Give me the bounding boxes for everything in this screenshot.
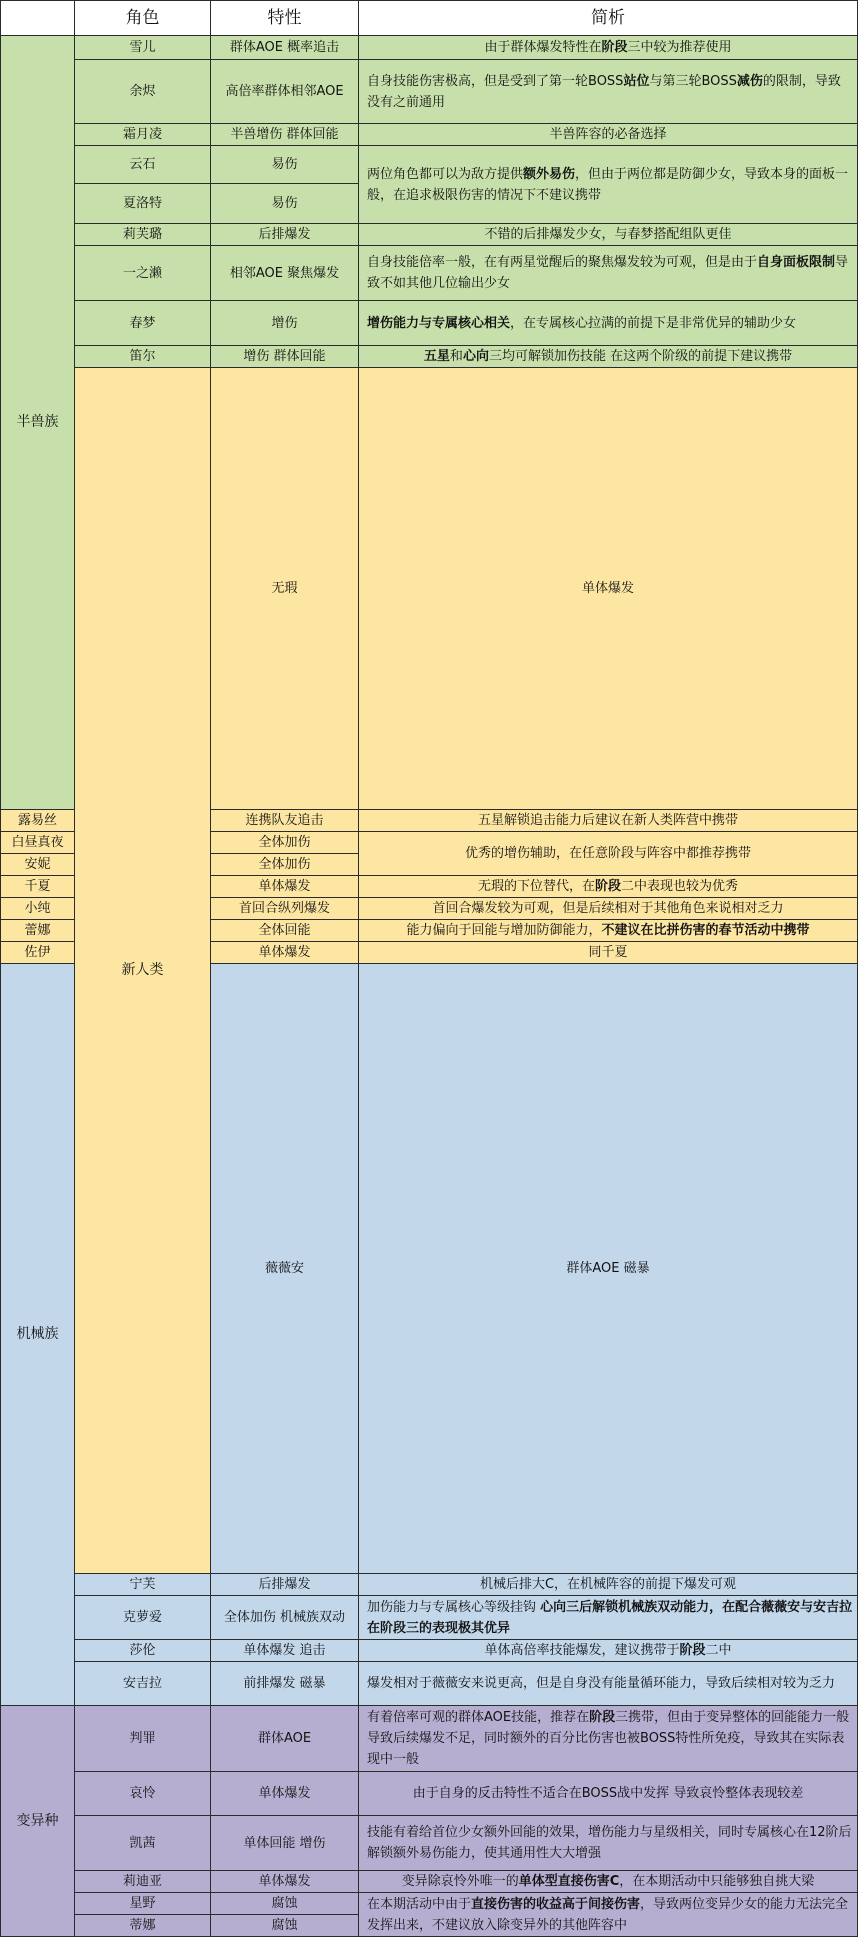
table-row — [1, 224, 858, 246]
role-name: 克萝爱 — [75, 1596, 211, 1640]
role-summary: 增伤能力与专属核心相关，在专属核心拉满的前提下是非常优异的辅助少女 — [359, 301, 858, 346]
table-row — [1, 1772, 858, 1816]
role-trait: 全体回能 — [211, 920, 359, 942]
role-trait: 全体加伤 机械族双动 — [211, 1596, 359, 1640]
role-name: 佐伊 — [1, 942, 75, 964]
role-trait: 易伤 — [211, 146, 359, 184]
role-name: 莉芙璐 — [75, 224, 211, 246]
role-name: 露易丝 — [1, 810, 75, 832]
role-trait: 前排爆发 磁暴 — [211, 1662, 359, 1706]
group-mutant: 变异种 — [1, 1706, 75, 1937]
table-row — [1, 1871, 858, 1893]
role-trait: 单体爆发 — [211, 1772, 359, 1816]
role-summary: 加伤能力与专属核心等级挂钩 心向三后解锁机械族双动能力，在配合薇薇安与安吉拉在阶段三的表现极其优异 — [359, 1596, 858, 1640]
role-trait: 单体爆发 — [211, 1871, 359, 1893]
role-summary: 在本期活动中由于直接伤害的收益高于间接伤害，导致两位变异少女的能力无法完全发挥出来，不建议放入除变异外的其他阵容中 — [359, 1893, 858, 1937]
role-trait: 群体AOE — [211, 1706, 359, 1772]
group-human: 新人类 — [75, 368, 211, 1574]
role-summary: 同千夏 — [359, 942, 858, 964]
role-summary: 半兽阵容的必备选择 — [359, 124, 858, 146]
role-summary: 自身技能伤害极高，但是受到了第一轮BOSS站位与第三轮BOSS减伤的限制，导致没有之前通用 — [359, 60, 858, 124]
role-summary: 无瑕的下位替代，在阶段二中表现也较为优秀 — [359, 876, 858, 898]
header-role: 角色 — [75, 1, 211, 36]
role-trait: 后排爆发 — [211, 224, 359, 246]
role-trait: 半兽增伤 群体回能 — [211, 124, 359, 146]
role-summary: 优秀的增伤辅助，在任意阶段与阵容中都推荐携带 — [359, 832, 858, 876]
role-name: 安吉拉 — [75, 1662, 211, 1706]
table-row — [1, 368, 858, 810]
role-name: 凯茜 — [75, 1816, 211, 1871]
table-row — [1, 1706, 858, 1772]
role-name: 笛尔 — [75, 346, 211, 368]
role-summary: 不错的后排爆发少女，与春梦搭配组队更佳 — [359, 224, 858, 246]
role-summary: 由于群体爆发特性在阶段三中较为推荐使用 — [359, 36, 858, 60]
role-summary: 五星解锁追击能力后建议在新人类阵营中携带 — [359, 810, 858, 832]
role-trait: 全体加伤 — [211, 832, 359, 854]
role-trait: 单体爆发 追击 — [211, 1640, 359, 1662]
table-row — [1, 146, 858, 184]
role-name: 宁芙 — [75, 1574, 211, 1596]
role-trait: 增伤 群体回能 — [211, 346, 359, 368]
role-name: 安妮 — [1, 854, 75, 876]
role-name: 星野 — [75, 1893, 211, 1915]
table-row — [1, 1640, 858, 1662]
role-name: 莉迪亚 — [75, 1871, 211, 1893]
role-summary: 自身技能倍率一般，在有两星觉醒后的聚焦爆发较为可观，但是由于自身面板限制导致不如其他几位输出少女 — [359, 246, 858, 301]
role-name: 判罪 — [75, 1706, 211, 1772]
role-name: 哀怜 — [75, 1772, 211, 1816]
role-name: 千夏 — [1, 876, 75, 898]
table-row — [1, 246, 858, 301]
role-summary: 技能有着给首位少女额外回能的效果，增伤能力与星级相关，同时专属核心在12阶后解锁额外易伤能力，使其通用性大大增强 — [359, 1816, 858, 1871]
role-summary: 首回合爆发较为可观，但是后续相对于其他角色来说相对乏力 — [359, 898, 858, 920]
role-summary: 能力偏向于回能与增加防御能力，不建议在比拼伤害的春节活动中携带 — [359, 920, 858, 942]
role-trait: 群体AOE 磁暴 — [359, 964, 858, 1574]
group-mech: 机械族 — [1, 964, 75, 1706]
table-row — [1, 1662, 858, 1706]
role-name: 春梦 — [75, 301, 211, 346]
role-trait: 相邻AOE 聚焦爆发 — [211, 246, 359, 301]
header-group — [1, 1, 75, 36]
role-name: 云石 — [75, 146, 211, 184]
table-row — [1, 60, 858, 124]
role-trait: 腐蚀 — [211, 1893, 359, 1915]
role-name: 薇薇安 — [211, 964, 359, 1574]
role-summary: 爆发相对于薇薇安来说更高，但是自身没有能量循环能力，导致后续相对较为乏力 — [359, 1662, 858, 1706]
table-row — [1, 1574, 858, 1596]
role-name: 蕾娜 — [1, 920, 75, 942]
role-trait: 腐蚀 — [211, 1915, 359, 1937]
header-row — [1, 1, 858, 36]
table-row — [1, 301, 858, 346]
table-row — [1, 124, 858, 146]
role-name: 雪儿 — [75, 36, 211, 60]
role-summary: 机械后排大C，在机械阵容的前提下爆发可观 — [359, 1574, 858, 1596]
role-name: 无瑕 — [211, 368, 359, 810]
role-trait: 增伤 — [211, 301, 359, 346]
role-name: 一之濑 — [75, 246, 211, 301]
role-summary: 单体高倍率技能爆发，建议携带于阶段二中 — [359, 1640, 858, 1662]
role-summary: 五星和心向三均可解锁加伤技能 在这两个阶级的前提下建议携带 — [359, 346, 858, 368]
table-row — [1, 1596, 858, 1640]
table-row — [1, 1893, 858, 1915]
role-trait: 易伤 — [211, 184, 359, 224]
role-trait: 单体爆发 — [211, 942, 359, 964]
group-beast: 半兽族 — [1, 36, 75, 810]
role-trait: 群体AOE 概率追击 — [211, 36, 359, 60]
table-row — [1, 36, 858, 60]
header-trait: 特性 — [211, 1, 359, 36]
role-trait: 单体爆发 — [211, 876, 359, 898]
role-trait: 高倍率群体相邻AOE — [211, 60, 359, 124]
role-trait: 后排爆发 — [211, 1574, 359, 1596]
role-name: 莎伦 — [75, 1640, 211, 1662]
role-trait: 单体回能 增伤 — [211, 1816, 359, 1871]
role-name: 蒂娜 — [75, 1915, 211, 1937]
role-trait: 单体爆发 — [359, 368, 858, 810]
role-trait: 连携队友追击 — [211, 810, 359, 832]
role-summary: 变异除哀怜外唯一的单体型直接伤害C，在本期活动中只能够独自挑大梁 — [359, 1871, 858, 1893]
role-name: 霜月凌 — [75, 124, 211, 146]
table-row — [1, 1816, 858, 1871]
role-trait: 首回合纵列爆发 — [211, 898, 359, 920]
header-summary: 简析 — [359, 1, 858, 36]
role-trait: 全体加伤 — [211, 854, 359, 876]
role-summary: 有着倍率可观的群体AOE技能，推荐在阶段三携带，但由于变异整体的回能能力一般导致后续爆发不足，同时额外的百分比伤害也被BOSS特性所免疫，导致其在实际表现中一般 — [359, 1706, 858, 1772]
role-name: 余烬 — [75, 60, 211, 124]
role-name: 小纯 — [1, 898, 75, 920]
role-summary: 由于自身的反击特性不适合在BOSS战中发挥 导致哀怜整体表现较差 — [359, 1772, 858, 1816]
role-name: 夏洛特 — [75, 184, 211, 224]
role-name: 白昼真夜 — [1, 832, 75, 854]
role-summary: 两位角色都可以为敌方提供额外易伤，但由于两位都是防御少女，导致本身的面板一般，在追求极限伤害的情况下不建议携带 — [359, 146, 858, 224]
table-row — [1, 346, 858, 368]
